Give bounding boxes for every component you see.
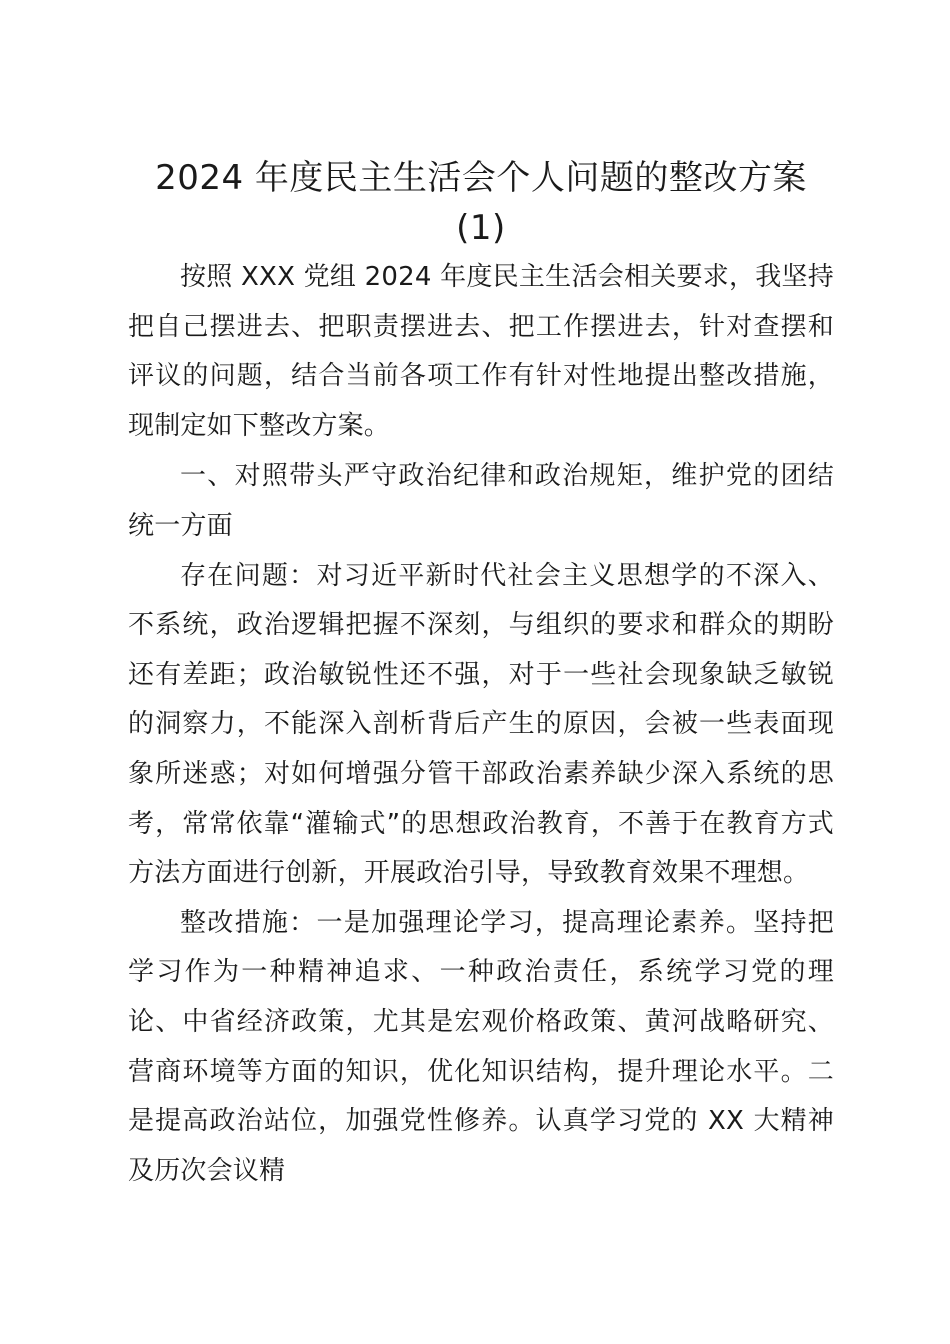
section-heading: 一、对照带头严守政治纪律和政治规矩，维护党的团结统一方面 xyxy=(128,461,834,541)
document-page xyxy=(128,150,834,1196)
intro-paragraph: 按照 XXX 党组 2024 年度民主生活会相关要求，我坚持把自己摆进去、把职责摆进去、把工作摆进去，针对查摆和评议的问题，结合当前各项工作有针对性地提出整改措施，现制定如下整改方案。 xyxy=(128,262,834,441)
title-line-sub: (1) xyxy=(456,208,506,248)
title-line-main: 2024 年度民主生活会个人问题的整改方案 xyxy=(155,158,807,198)
problem-paragraph: 存在问题：对习近平新时代社会主义思想学的不深入、不系统，政治逻辑把握不深刻，与组织的要求和群众的期盼还有差距；政治敏锐性还不强，对于一些社会现象缺乏敏锐的洞察力，不能深入剖析背后产生的原因，会被一些表面现象所迷惑；对如何增强分管干部政治素养缺少深入系统的思考，常常依靠“灌输式”的思想政治教育，不善于在教育方式方法方面进行创新，开展政治引导，导致教育效果不理想。 xyxy=(128,560,834,889)
document-title xyxy=(108,150,854,253)
measures-paragraph: 整改措施：一是加强理论学习，提高理论素养。坚持把学习作为一种精神追求、一种政治责任，系统学习党的理论、中省经济政策，尤其是宏观价格政策、黄河战略研究、营商环境等方面的知识，优化知识结构，提升理论水平。二是提高政治站位，加强党性修养。认真学习党的 XX 大精神及历次会议精 xyxy=(128,907,834,1186)
